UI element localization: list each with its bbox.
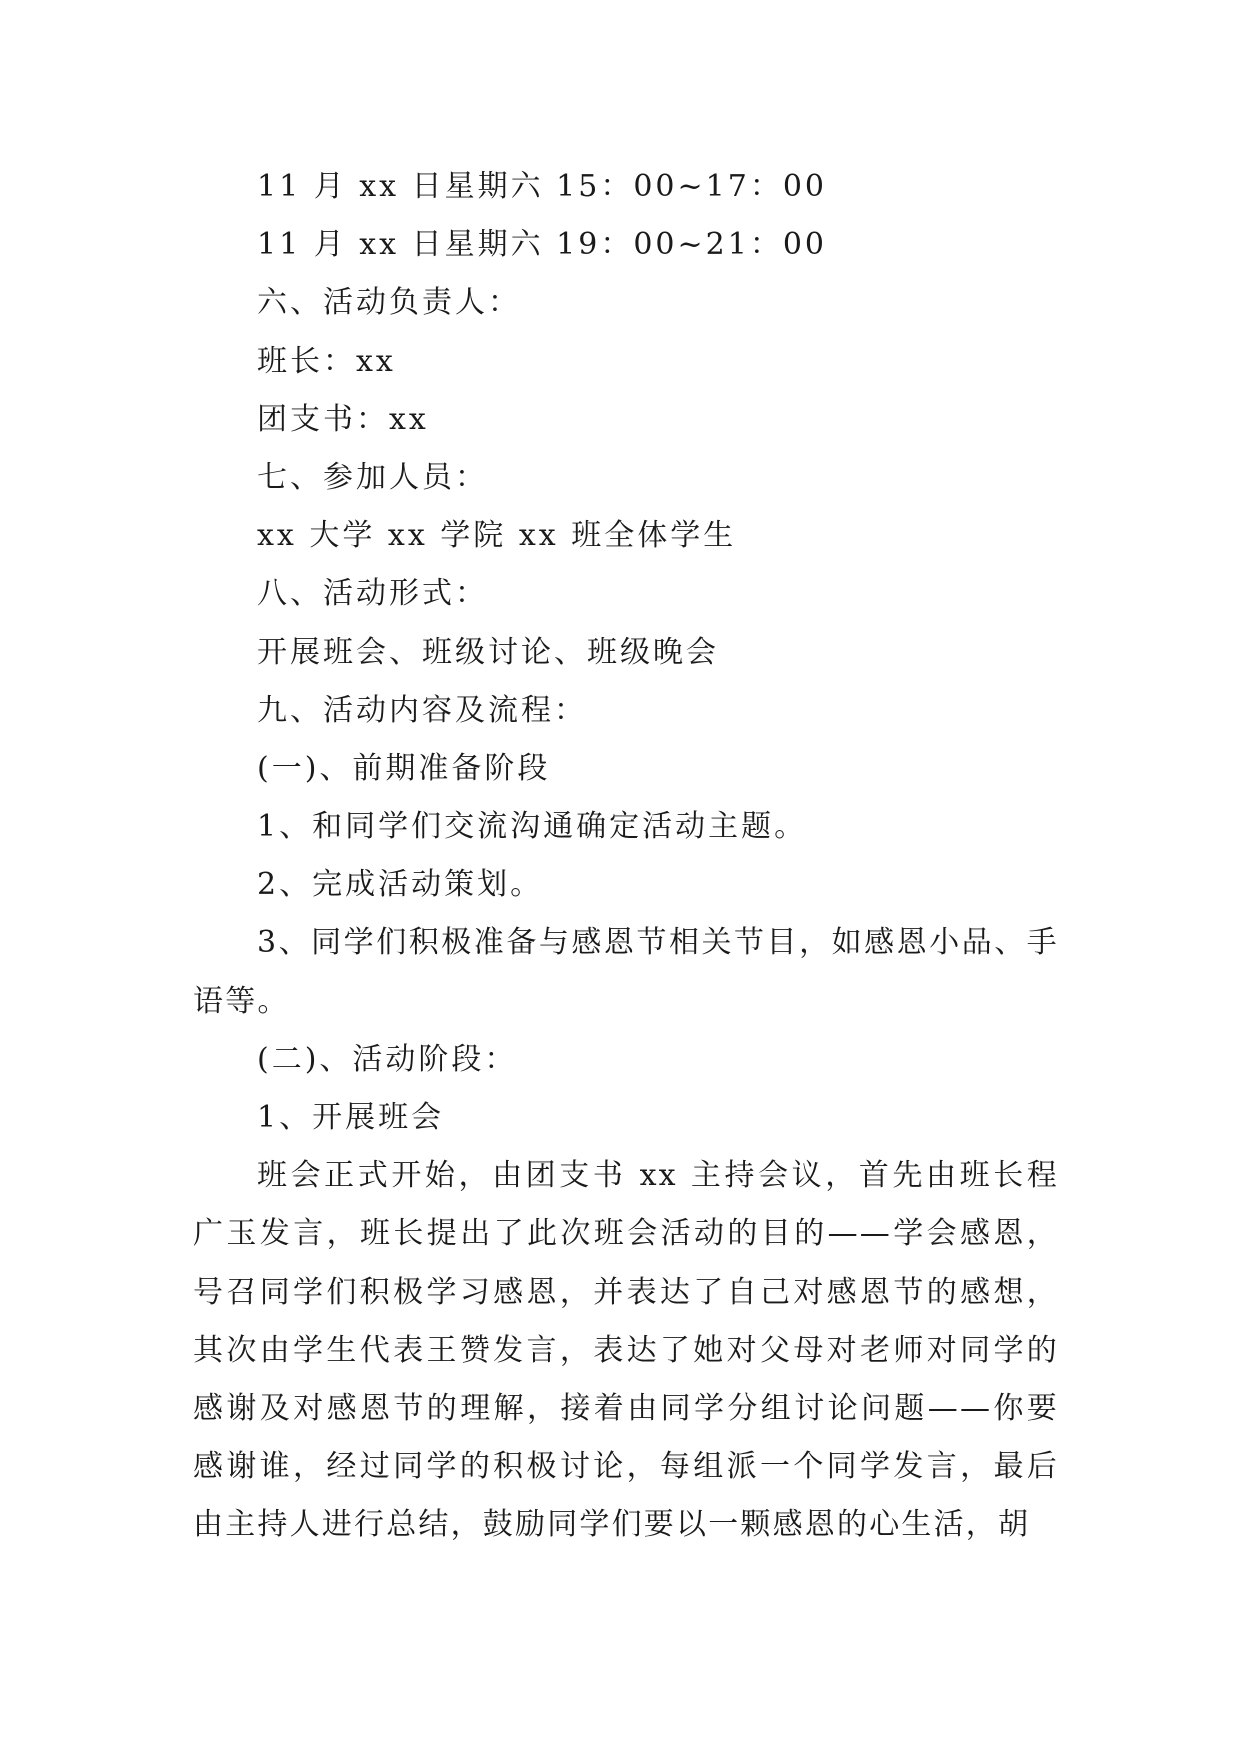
schedule-line-1: 11 月 xx 日星期六 15：00~17：00 <box>257 169 827 204</box>
responsible-league-secretary: 团支书：xx <box>257 401 429 437</box>
phase1-item-3: 3、同学们积极准备与感恩节相关节目，如感恩小品、手语等。 <box>193 925 1059 1019</box>
section-heading-participants: 七、参加人员： <box>257 459 488 495</box>
phase1-item-2: 2、完成活动策划。 <box>257 867 544 903</box>
phase2-paragraph: 班会正式开始，由团支书 xx 主持会议，首先由班长程广玉发言，班长提出了此次班会活动的目的——学会感恩，号召同学们积极学习感恩，并表达了自己对感恩节的感想，其次由学生代表王赞发言，表达了她对父母对老师对同学的感谢及对感恩节的理解，接着由同学分组讨论问题——你要感谢谁，经过同学的积极讨论，每组派一个同学发言，最后由主持人进行总结，鼓励同学们要以一颗感恩的心生活，胡 <box>193 1158 1059 1543</box>
participants-text: xx 大学 xx 学院 xx 班全体学生 <box>257 518 737 554</box>
phase1-item-1: 1、和同学们交流沟通确定活动主题。 <box>257 809 808 845</box>
phase1-heading: (一)、前期准备阶段 <box>257 750 551 786</box>
format-text: 开展班会、班级讨论、班级晚会 <box>257 634 719 670</box>
section-heading-responsible: 六、活动负责人： <box>257 285 521 321</box>
phase2-item-1: 1、开展班会 <box>257 1100 445 1136</box>
section-heading-format: 八、活动形式： <box>257 576 488 612</box>
schedule-line-2: 11 月 xx 日星期六 19：00~21：00 <box>257 227 827 263</box>
document-body <box>193 158 1059 1555</box>
section-heading-content: 九、活动内容及流程： <box>257 692 587 728</box>
phase2-heading: (二)、活动阶段： <box>257 1041 518 1077</box>
responsible-monitor: 班长：xx <box>257 343 396 379</box>
